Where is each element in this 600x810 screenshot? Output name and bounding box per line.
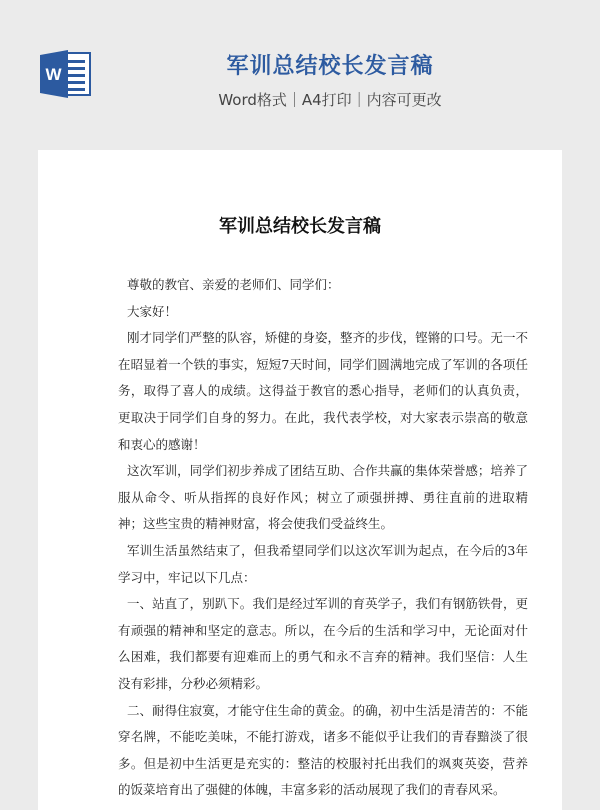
- body-paragraph: 这次军训，同学们初步养成了团结互助、合作共赢的集体荣誉感；培养了服从命令、听从指挥的良好作风；树立了顽强拼搏、勇往直前的进取精神；这些宝贵的精神财富，将会使我们受益终生。: [118, 463, 528, 532]
- header-banner: [0, 0, 600, 150]
- banner-title: 军训总结校长发言稿: [226, 54, 434, 79]
- document-page: [38, 150, 562, 810]
- salutation-paragraph: 尊敬的教官、亲爱的老师们、同学们：: [127, 277, 340, 292]
- document-body: [118, 272, 528, 804]
- svg-text:W: W: [45, 65, 62, 84]
- word-document-icon: [38, 47, 92, 101]
- body-paragraph: 刚才同学们严整的队容，矫健的身姿，整齐的步伐，铿锵的口号。无一不在昭显着一个铁的事实，短短7天时间，同学们圆满地完成了军训的各项任务，取得了喜人的成绩。这得益于教官的悉心指导，老师们的认真负责，更取决于同学们自身的努力。在此，我代表学校，对大家表示崇高的敬意和衷心的感谢！: [118, 330, 528, 452]
- banner-subtitle: Word格式｜A4打印｜内容可更改: [218, 91, 442, 109]
- greeting-paragraph: 大家好！: [127, 303, 178, 319]
- body-paragraph: 军训生活虽然结束了，但我希望同学们以这次军训为起点，在今后的3年学习中，牢记以下几点：: [118, 542, 528, 585]
- body-paragraph: 一、站直了，别趴下。我们是经过军训的育英学子，我们有钢筋铁骨，更有顽强的精神和坚定的意志。所以，在今后的生活和学习中，无论面对什么困难，我们都要有迎难而上的勇气和永不言弃的精神。我们坚信：人生没有彩排，分秒必须精彩。: [118, 596, 528, 691]
- document-title: 军训总结校长发言稿: [219, 216, 381, 237]
- body-paragraph: 二、耐得住寂寞，才能守住生命的黄金。的确，初中生活是清苦的：不能穿名牌，不能吃美味，不能打游戏，诸多不能似乎让我们的青春黯淡了很多。但是初中生活更是充实的：整洁的校服衬托出我们的飒爽英姿，营养的饭菜培育出了强健的体魄，丰富多彩的活动展现了我们的青春风采。: [118, 702, 528, 798]
